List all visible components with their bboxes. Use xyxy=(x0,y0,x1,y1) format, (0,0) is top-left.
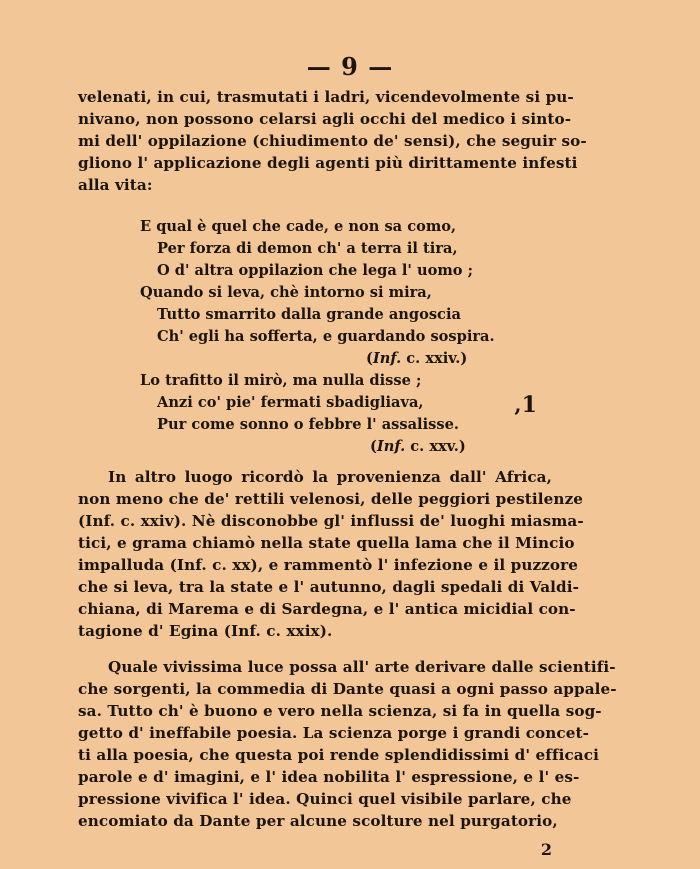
text-line: chiana, di Marema e di Sardegna, e l' antica micidial con- xyxy=(78,600,576,618)
verse-line: Lo trafitto il mirò, ma nulla disse ; xyxy=(140,372,422,389)
citation-work: Inf. xyxy=(376,438,406,455)
text-line: tagione d' Egina (Inf. c. xxix). xyxy=(78,622,333,640)
text-line: gliono l' applicazione degli agenti più dirittamente infesti xyxy=(78,154,578,172)
text-line: sa. Tutto ch' è buono e vero nella scienza, si fa in quella sog- xyxy=(78,702,602,720)
text-line: ti alla poesia, che questa poi rende splendidissimi d' efficaci xyxy=(78,746,599,764)
citation-ref: c. xxiv.) xyxy=(406,350,468,367)
text-line: encomiato da Dante per alcune scolture nel purgatorio, xyxy=(78,812,558,830)
text-line: che si leva, tra la state e l' autunno, dagli spedali di Valdi- xyxy=(78,578,580,596)
text-line: parole e d' imagini, e l' idea nobilita l' espressione, e l' es- xyxy=(78,768,580,786)
intro-paragraph xyxy=(78,86,587,196)
verse-line: Ch' egli ha sofferta, e guardando sospira. xyxy=(157,328,495,345)
text-line: getto d' ineffabile poesia. La scienza porge i grandi concet- xyxy=(78,724,590,742)
text-line: impalluda (Inf. c. xx), e rammentò l' infezione e il puzzore xyxy=(78,556,579,574)
verse-line: Pur come sonno o febbre l' assalisse. xyxy=(157,416,459,433)
verse-line: Anzi co' pie' fermati sbadigliava, xyxy=(157,394,424,411)
text-line: (Inf. c. xxiv). Nè disconobbe gl' influssi de' luoghi miasma- xyxy=(78,512,584,530)
text-line: In altro luogo ricordò la provenienza dall' Africa, xyxy=(108,468,552,486)
citation-ref: c. xxv.) xyxy=(410,438,466,455)
text-line: mi dell' oppilazione (chiudimento de' sensi), che seguir so- xyxy=(78,132,587,150)
verse-line: O d' altra oppilazion che lega l' uomo ; xyxy=(157,262,473,279)
verse-line: Quando si leva, chè intorno si mira, xyxy=(140,284,432,301)
text-line: pressione vivifica l' idea. Quinci quel visibile parlare, che xyxy=(78,790,572,808)
verse-line: Per forza di demon ch' a terra il tira, xyxy=(157,240,458,257)
text-line: nivano, non possono celarsi agli occhi del medico i sinto- xyxy=(78,110,572,128)
margin-mark: ‚1 xyxy=(514,392,537,418)
text-line: Quale vivissima luce possa all' arte derivare dalle scientifi- xyxy=(108,658,616,676)
signature-mark: 2 xyxy=(540,840,552,859)
verse-line: Tutto smarrito dalla grande angoscia xyxy=(157,306,461,323)
verse-line: E qual è quel che cade, e non sa como, xyxy=(140,218,457,235)
text-line: velenati, in cui, trasmutati i ladri, vicendevolmente si pu- xyxy=(78,88,574,106)
paragraph-2 xyxy=(78,466,584,642)
text-line: alla vita: xyxy=(78,176,153,194)
text-line: che sorgenti, la commedia di Dante quasi a ogni passo appale- xyxy=(78,680,617,698)
paragraph-3 xyxy=(78,656,617,832)
citation-work: Inf. xyxy=(372,350,402,367)
page-number: — 9 — xyxy=(306,52,394,81)
citation: (Inf. c. xxiv.) xyxy=(366,350,468,367)
citation: (Inf. c. xxv.) xyxy=(370,438,466,455)
text-line: non meno che de' rettili velenosi, delle peggiori pestilenze xyxy=(78,490,584,508)
text-line: tici, e grama chiamò nella state quella lama che il Mincio xyxy=(78,534,575,552)
